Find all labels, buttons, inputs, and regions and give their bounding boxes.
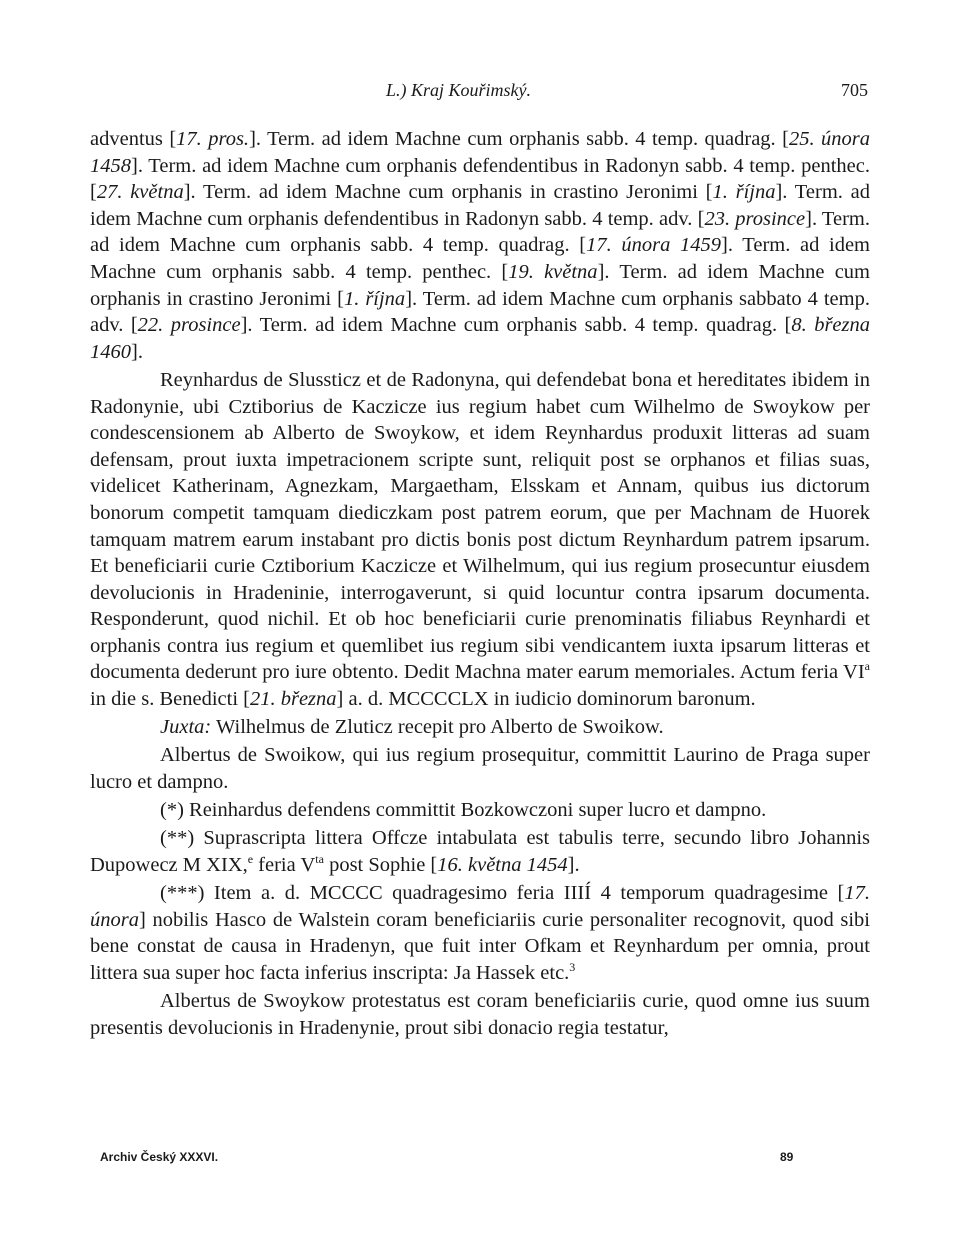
date-note: 23. prosince <box>704 207 806 230</box>
text-run: Reynhardus de Slussticz et de Radonyna, qui defendebat bona et hereditates ibidem in Radonynie, ubi Cztiborius de Kaczicze ius regium habet cum Wilhelmo de Swoykow per condescensionem ab Alberto de Swoykow, et idem Reynhardus produxit litteras ad suam defensam, prout iuxta impetracionem scripte sunt, reliquit post se orphanos et filias suas, videlicet Katherinam, Agnezkam, Margaetham, Elsskam et Annam, quibus ius dictorum bonorum competit tamquam diediczkam post patrem eorum, que per Machnam de Huorek tamquam matrem earum instabant pro dictis bonis post dictum Reynhardum patrem ipsarum. Et beneficiarii curie Cztiborium Kaczicze et Wilhelmum, qui ius regium prosecuntur eiusdem devolucionis in Hradeninie, interrogaverunt, si quid locuntur contra ipsarum documenta. Responderunt, quod nichil. Et ob hoc beneficiarii curie prenominatis filiabus Reynhardi et orphanis contra ius regium et quemlibet ius regium sibi vendicantem iuxta ipsarum litteras et documenta dederunt pro iure obtento. Dedit Machna mater earum memoriales. Actum feria VI <box>90 368 870 684</box>
text-run: (***) Item a. d. MCCCC quadragesimo feria IIIÍ 4 temporum quadragesime [ <box>160 882 845 905</box>
date-note: 17. února 1459 <box>586 234 722 257</box>
date-note: 21. března <box>249 688 337 711</box>
text-run: ]. Term. ad idem Machne cum orphanis in crastino Jeronimi [ <box>90 260 870 310</box>
date-note: 27. května <box>96 181 184 204</box>
text-run: ]. <box>131 340 143 363</box>
superscript: e <box>247 852 254 867</box>
running-title: L.) Kraj Kouřimský. <box>386 80 532 100</box>
text-run: adventus [ <box>90 128 177 150</box>
text-run: Wilhelmus de Zluticz recepit pro Alberto de Swoikow. <box>211 716 664 739</box>
page-number: 705 <box>841 80 868 100</box>
superscript: 3 <box>569 960 576 975</box>
text-run: ] nobilis Hasco de Walstein coram beneficiariis curie personaliter recognovit, quod sibi bene constat de causa in Hradenyn, que fuit inter Ofkam et Reynhardum per omnia, prout littera sua super hoc facta inferius inscripta: Ja Hassek etc. <box>90 908 870 984</box>
text-run: ]. Term. ad idem Machne cum orphanis defendentibus in Radonyn sabb. 4 temp. adv. [ <box>90 181 870 230</box>
footer-sheet-number: 89 <box>780 1150 794 1164</box>
text-run: in die s. Benedicti [ <box>90 688 250 711</box>
date-note: 25. února 1458 <box>90 128 871 177</box>
date-note: 1. října <box>343 287 406 310</box>
paragraph <box>90 825 870 878</box>
date-note: 16. května 1454 <box>437 854 568 876</box>
text-run: post Sophie [ <box>323 854 438 876</box>
text-run: ] a. d. MCCCCLX in iudicio dominorum baronum. <box>336 688 756 711</box>
page-header <box>90 80 870 106</box>
paragraph <box>90 126 870 365</box>
text-run: (**) Suprascripta littera Offcze intabulata est tabulis terre, secundo libro Johannis Dupowecz M XIX, <box>90 827 870 876</box>
text-run: ]. Term. ad idem Machne cum orphanis sabb. 4 temp. quadrag. [ <box>90 207 871 257</box>
text-run: ]. Term. ad idem Machne cum orphanis in crastino Jeronimi [ <box>183 181 713 204</box>
text-run: ]. Term. ad idem Machne cum orphanis sabb. 4 temp. penthec. [ <box>90 234 870 283</box>
text-run: Albertus de Swoykow protestatus est coram beneficiariis curie, quod omne ius suum presentis devolucionis in Hradenynie, prout sibi donacio regia testatur, <box>90 990 870 1039</box>
date-note: 1. října <box>712 181 776 204</box>
paragraph <box>90 742 870 795</box>
text-run: ]. Term. ad idem Machne cum orphanis sabbato 4 temp. adv. [ <box>90 287 870 337</box>
text-run: ]. Term. ad idem Machne cum orphanis sabb. 4 temp. quadrag. [ <box>249 128 789 150</box>
date-note: 8. března 1460 <box>90 314 870 363</box>
footer-series-title: Archiv Český XXXVI. <box>100 1150 219 1164</box>
text-run: ]. <box>567 854 580 876</box>
date-note: 22. prosince <box>137 314 241 337</box>
paragraph <box>90 880 870 986</box>
text-run: Albertus de Swoikow, qui ius regium prosequitur, committit Laurino de Praga super lucro et dampno. <box>90 744 870 794</box>
text-run: feria V <box>253 854 316 876</box>
date-note: Juxta: <box>160 716 212 739</box>
text-run: ]. Term. ad idem Machne cum orphanis defendentibus in Radonyn sabb. 4 temp. penthec. [ <box>90 154 870 204</box>
paragraph <box>90 797 870 824</box>
date-note: 19. května <box>508 260 598 283</box>
date-note: 17. pros. <box>176 128 250 150</box>
date-note: 17. února <box>90 882 870 931</box>
superscript: ta <box>315 852 324 867</box>
page-footer <box>90 1150 870 1170</box>
text-run: (*) Reinhardus defendens committit Bozkowczoni super lucro et dampno. <box>160 799 767 822</box>
body-text <box>90 126 870 1041</box>
paragraph <box>90 714 870 741</box>
paragraph <box>90 367 870 713</box>
superscript: a <box>864 659 870 674</box>
paragraph <box>90 988 870 1041</box>
text-run: ]. Term. ad idem Machne cum orphanis sabb. 4 temp. quadrag. [ <box>240 314 792 337</box>
